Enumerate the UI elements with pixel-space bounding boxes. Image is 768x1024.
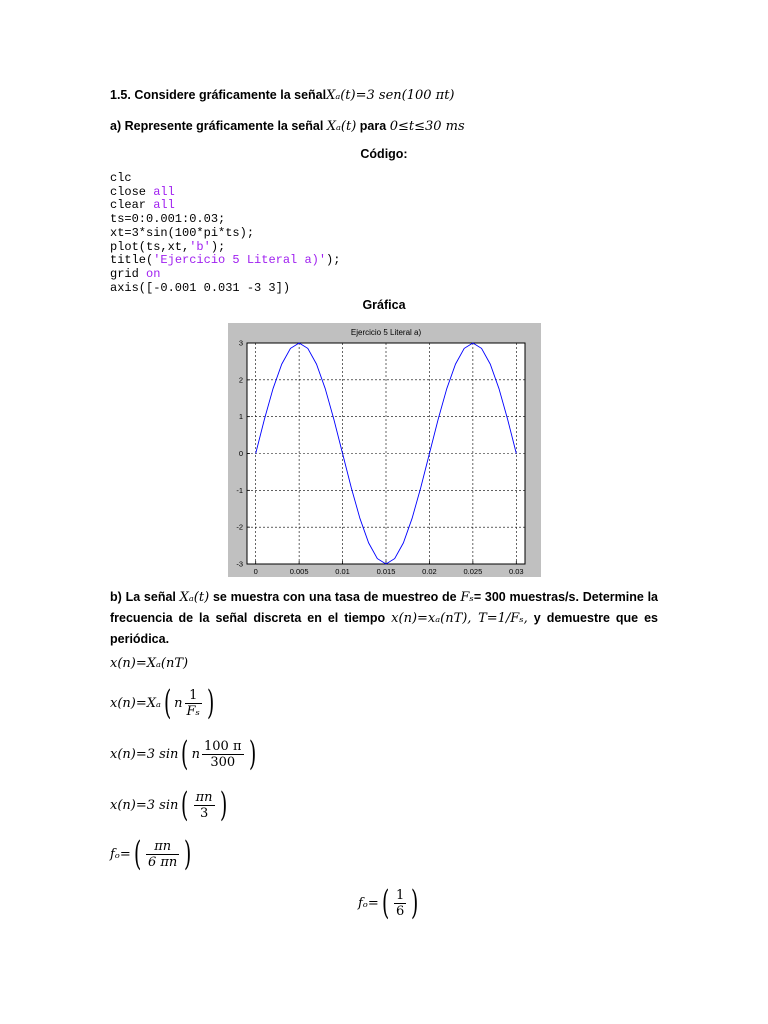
code-keyword: all <box>153 184 175 199</box>
code-listing <box>110 172 340 295</box>
equation-5-numerator: πn <box>154 838 172 854</box>
equation-6-lhs: fₒ= <box>358 895 379 911</box>
equation-5-lhs: fₒ= <box>110 846 131 862</box>
part-b-statement <box>110 587 658 649</box>
part-a-range: 0≤t≤30 ms <box>389 119 465 134</box>
equation-4-denominator: 3 <box>199 805 209 821</box>
part-b-text-4: y demuestre que es periódica. <box>110 611 658 646</box>
part-b-signal: Xₐ(t) <box>179 590 210 605</box>
part-a-label: a) <box>110 119 122 133</box>
sine-plot <box>228 323 541 577</box>
equation-6-denominator: 6 <box>395 903 405 919</box>
y-tick-label: 3 <box>238 338 243 348</box>
code-line: close all <box>110 184 175 199</box>
equation-2-n: n <box>174 695 183 711</box>
equation-4: x(n)=3 sin ( $\frac{\pi n}{3}$ ) <box>110 785 227 825</box>
code-line: clear all <box>110 198 175 213</box>
code-line: title('Ejercicio 5 Literal a)'); <box>110 253 341 268</box>
part-b-text-2: se muestra con una tasa de muestreo de <box>212 590 457 604</box>
equation-2-lhs: x(n)=Xₐ <box>110 695 161 711</box>
x-tick-label: 0.01 <box>335 567 350 576</box>
equation-3-n: n <box>191 746 200 762</box>
x-tick-label: 0 <box>253 567 258 576</box>
code-keyword: on <box>146 266 161 281</box>
y-tick-label: -1 <box>236 485 243 495</box>
heading-formula: Xₐ(t)=3 sen(100 πt) <box>326 88 455 103</box>
y-tick-label: 0 <box>238 449 243 458</box>
equation-5: fₒ= ( $\frac{\pi n}{6 \pi n}$ ) <box>110 834 192 874</box>
code-line: xt=3*sin(100*pi*ts); <box>110 225 255 240</box>
part-b-relation: x(n)=xₐ(nT), T=1/Fₛ, <box>391 611 528 626</box>
x-tick-label: 0.03 <box>509 567 524 576</box>
equation-6-numerator: 1 <box>395 887 405 903</box>
code-string: 'b' <box>189 239 211 254</box>
equation-1-text: x(n)=Xₐ(nT) <box>110 656 189 671</box>
equation-3-numerator: 100 π <box>204 738 242 754</box>
grafica-title: Gráfica <box>362 298 406 312</box>
x-tick-label: 0.005 <box>289 567 309 576</box>
chart-title: Ejercicio 5 Literal a) <box>350 328 422 337</box>
y-tick-label: -3 <box>236 559 243 569</box>
section-heading-text: Considere gráficamente la señal <box>134 88 327 102</box>
code-keyword: all <box>153 198 175 213</box>
equation-2: x(n)=Xₐ ( n $\frac{1}{\text{Fₛ}}$ ) <box>110 683 215 723</box>
code-line: axis([-0.001 0.031 -3 3]) <box>110 280 291 295</box>
equation-2-numerator: 1 <box>185 688 202 704</box>
equation-4-lhs: x(n)=3 sin <box>110 797 179 813</box>
plot-figure <box>228 323 541 577</box>
code-line: clc <box>110 171 132 185</box>
section-number: 1.5. <box>110 88 131 102</box>
x-tick-label: 0.02 <box>422 567 437 576</box>
equation-5-denominator: 6 πn <box>147 854 178 870</box>
y-tick-label: 1 <box>238 412 243 422</box>
equation-4-fraction <box>194 790 215 821</box>
code-line: grid on <box>110 266 161 281</box>
equation-6-fraction <box>394 888 406 919</box>
part-a-statement <box>110 119 465 134</box>
equation-3-denominator: 300 <box>210 754 236 770</box>
part-a-text: Represente gráficamente la señal <box>124 119 324 133</box>
equation-5-fraction <box>146 839 179 870</box>
equation-3-fraction <box>202 739 244 770</box>
part-b-text-3: = 300 muestras/s. Determine la frecuencia de la señal discreta en el tiempo <box>110 590 659 625</box>
x-tick-label: 0.015 <box>376 567 396 576</box>
part-a-para: para <box>359 119 387 133</box>
equation-1 <box>110 656 188 671</box>
equation-4-numerator: πn <box>195 789 213 805</box>
part-b-text-1: La señal <box>125 590 176 604</box>
code-line: ts=0:0.001:0.03; <box>110 212 226 227</box>
equation-2-fraction <box>185 688 202 719</box>
part-b-label: b) <box>110 590 122 604</box>
equation-2-denominator: Fₛ <box>186 703 200 719</box>
code-line: plot(ts,xt,'b'); <box>110 239 226 254</box>
equation-6: fₒ= ( $\frac{1}{6}$ ) <box>358 883 419 923</box>
equation-3-lhs: x(n)=3 sin <box>110 746 179 762</box>
part-a-signal: Xₐ(t) <box>326 119 357 134</box>
code-string: 'Ejercicio 5 Literal a)' <box>153 253 327 268</box>
section-heading <box>110 88 455 103</box>
equation-3: x(n)=3 sin ( n $\frac{100 \pi}{300}$ ) <box>110 734 256 774</box>
part-b-fs: Fₛ <box>460 590 474 605</box>
x-tick-label: 0.025 <box>463 567 483 576</box>
codigo-title: Código: <box>360 147 408 161</box>
y-tick-label: 2 <box>238 375 243 385</box>
y-tick-label: -2 <box>236 522 243 532</box>
